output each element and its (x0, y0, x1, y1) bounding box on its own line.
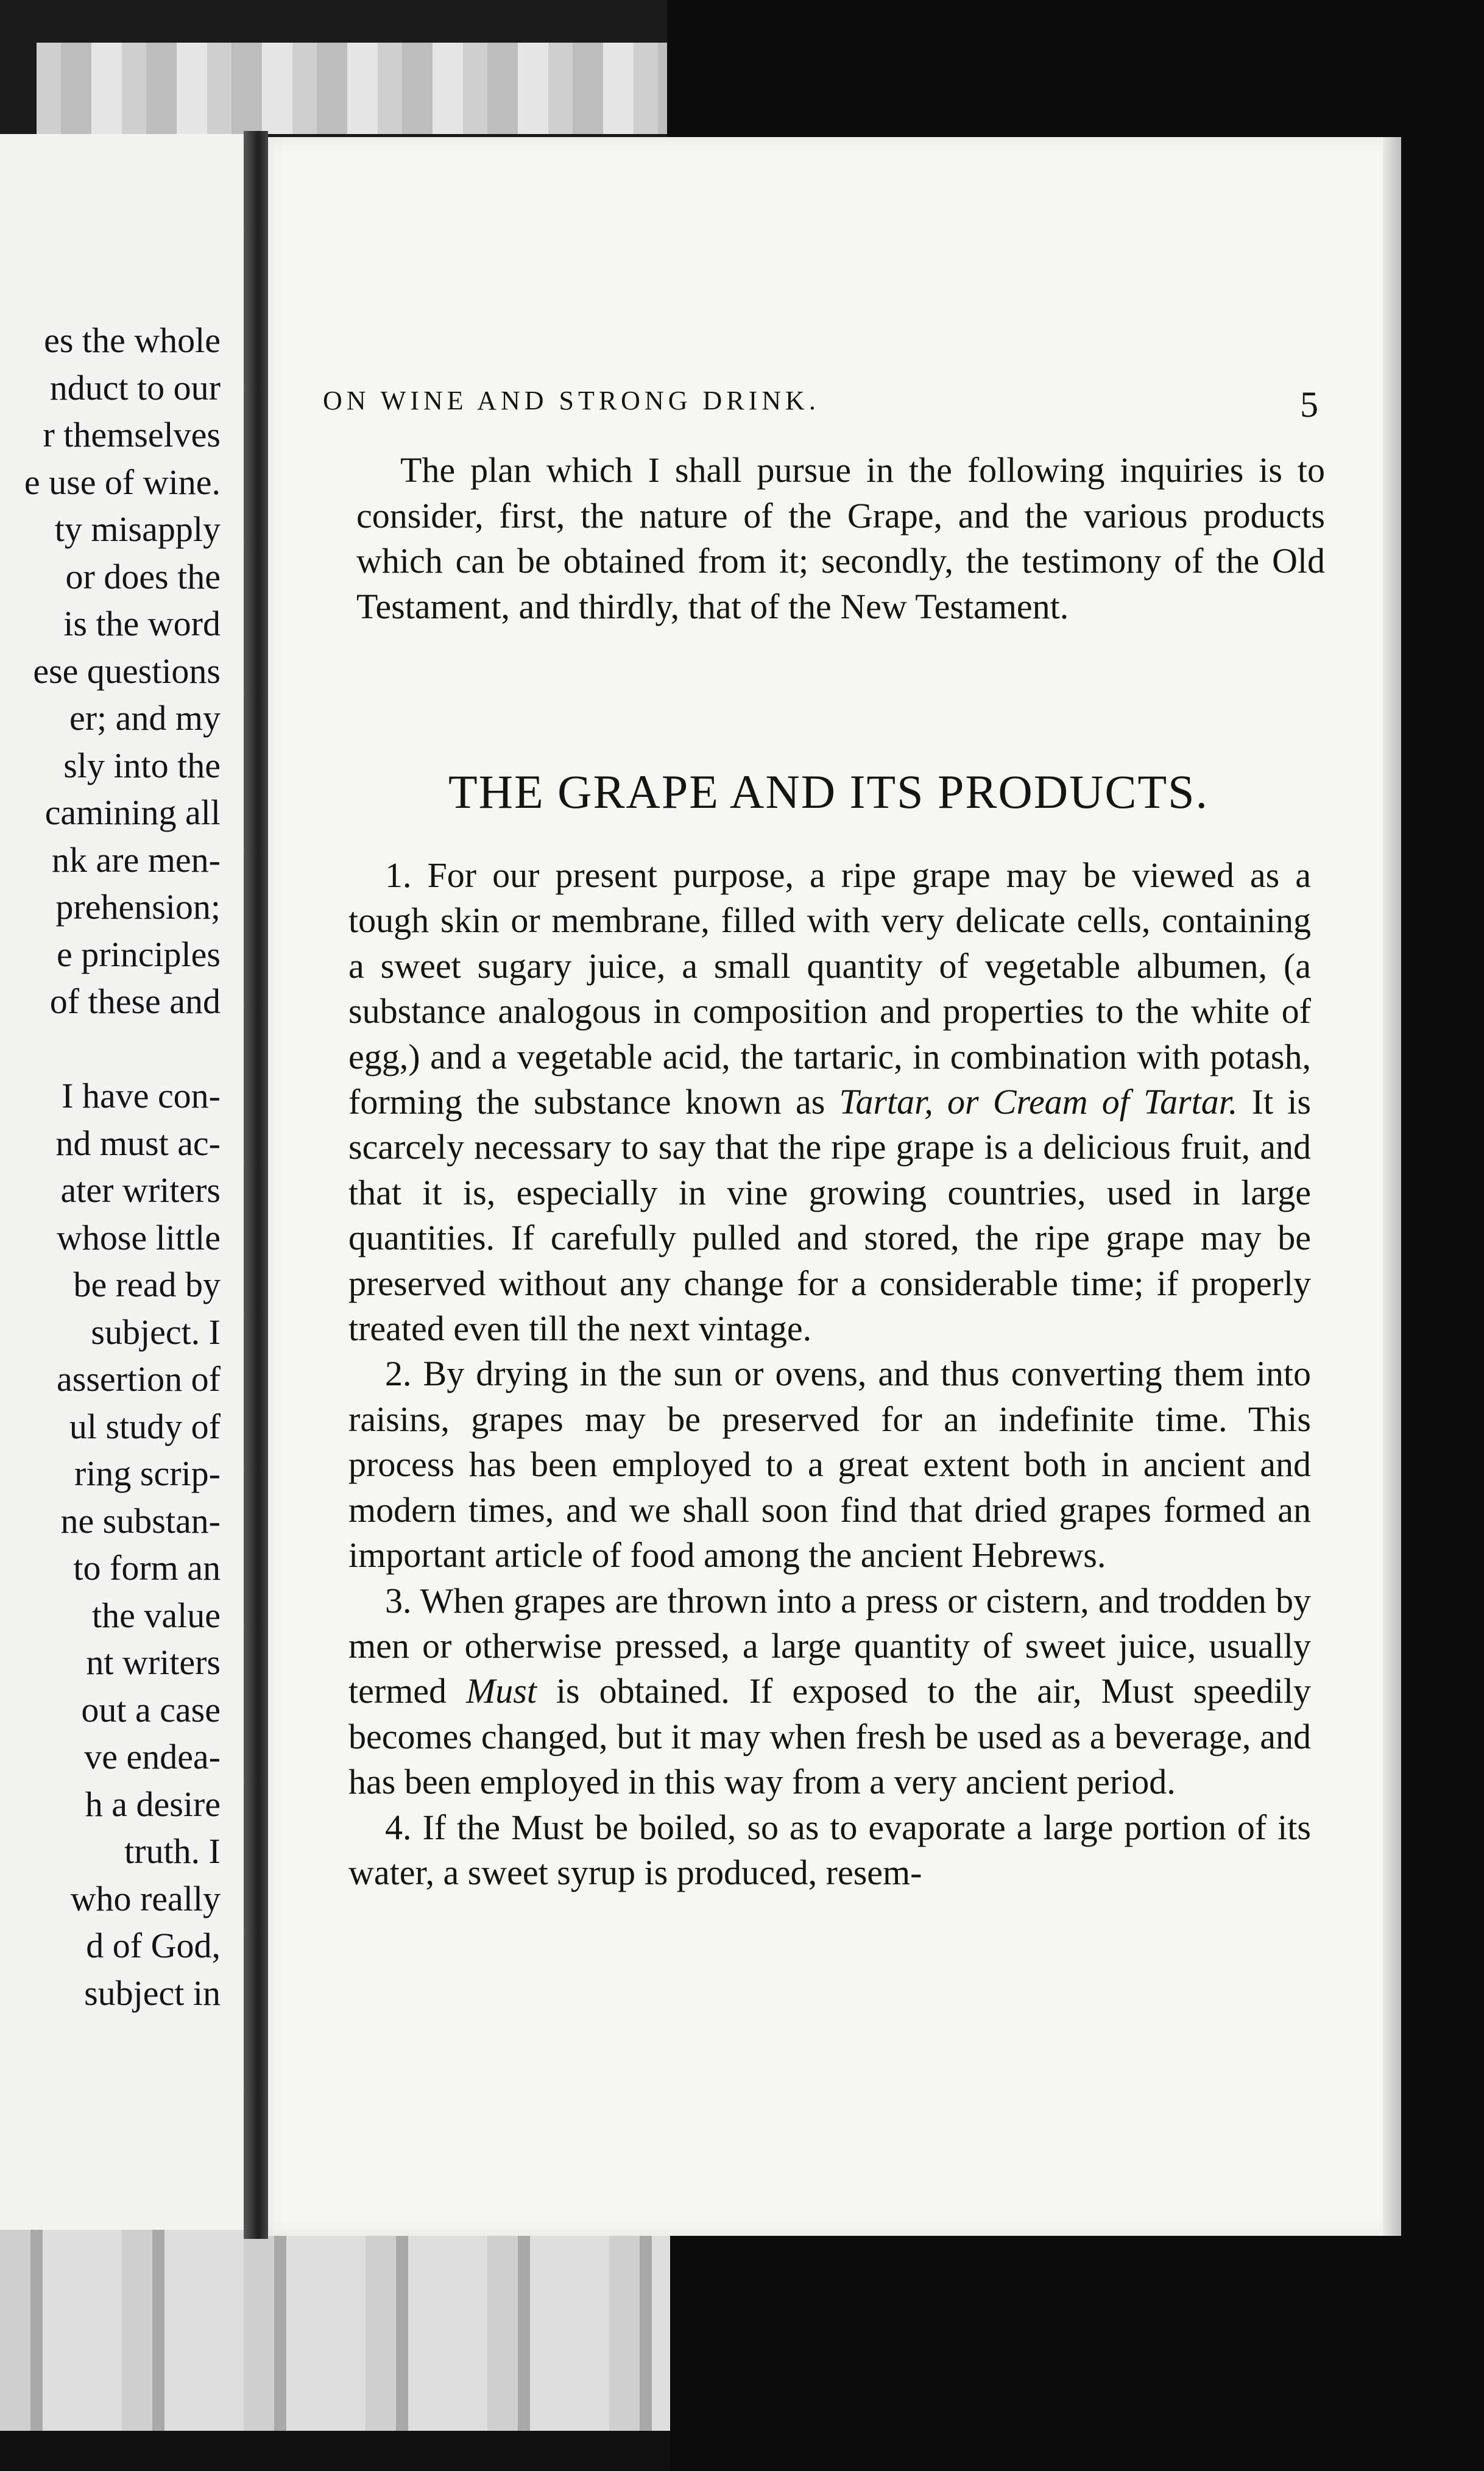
facing-page-line: or does the (65, 556, 221, 596)
facing-page-line: subject. I (91, 1312, 221, 1352)
facing-page-line: nt writers (86, 1642, 221, 1682)
facing-page-line: ne substan- (60, 1501, 221, 1541)
body-text (348, 853, 1311, 1895)
section-title: THE GRAPE AND ITS PRODUCTS. (448, 765, 1209, 818)
facing-page-line: nk are men- (52, 840, 221, 880)
book-gutter (244, 131, 268, 2239)
facing-page-line: of these and (49, 981, 221, 1021)
facing-page-line: who really (70, 1878, 221, 1918)
facing-page-line: e principles (57, 934, 221, 974)
facing-page-line: nduct to our (49, 367, 221, 408)
facing-page-line: es the whole (44, 320, 221, 360)
facing-page-line: whose little (56, 1217, 221, 1257)
facing-page-line: camining all (44, 793, 221, 832)
facing-page-line: ty misapply (54, 509, 221, 549)
facing-page-line: the value (92, 1595, 221, 1635)
page-edge (1383, 137, 1401, 2236)
facing-page-line: e use of wine. (24, 462, 221, 502)
facing-page-line: ese questions (33, 651, 221, 691)
facing-page-line: ring scrip- (74, 1454, 221, 1493)
facing-page-line: I have con- (62, 1076, 221, 1115)
paragraph-1-text: 1. For our present purpose, a ripe grape may be viewed as a tough skin or membrane, filled with very delicate cells, containing a sweet sugary juice, a small quantity of vegetable albumen, (a substance analogous in composition and properties to the white of egg,) and a vegetable acid, the tartaric, in combination with potash, forming the substance known as (348, 855, 1311, 1122)
facing-page-line: ul study of (69, 1406, 221, 1446)
paragraph-4: 4. If the Must be boiled, so as to evaporate a large portion of its water, a sweet syrup is produced, resem- (348, 1807, 1311, 1892)
facing-page-line: ater writers (60, 1170, 221, 1210)
page-number: 5 (1300, 384, 1318, 425)
facing-page-line: truth. I (124, 1831, 221, 1871)
paragraph-3 (348, 1578, 1311, 1805)
facing-page-line: subject in (84, 1973, 221, 2013)
running-head: ON WINE AND STRONG DRINK. (323, 386, 820, 415)
facing-page-line: h a desire (85, 1784, 221, 1824)
facing-page-line (24, 1025, 221, 1073)
facing-page-line: to form an (73, 1548, 221, 1588)
facing-page-line: prehension; (55, 887, 221, 927)
paragraph-1 (348, 853, 1311, 1351)
paragraph-3-text: 3. When grapes are thrown into a press or cistern, and trodden by men or otherwise pressed, a large quantity of sweet juice, usually termed (348, 1580, 1311, 1711)
paragraph-1-text-cont: It is scarcely necessary to say that the ripe grape is a delicious fruit, and that it is, especially in vine growing countries, used in large quantities. If carefully pulled and stored, the ripe grape may be preserved without any change for a considerable time; if properly treated even till the next vintage. (348, 1082, 1311, 1349)
facing-page-line: is the word (63, 604, 221, 643)
facing-page-line: ve endea- (84, 1737, 221, 1776)
facing-page-line: er; and my (69, 698, 221, 738)
facing-page-line: assertion of (57, 1359, 221, 1399)
facing-page (0, 134, 247, 2230)
facing-page-line: r themselves (43, 415, 221, 454)
facing-page-line: nd must ac- (55, 1123, 221, 1163)
facing-page-line: sly into the (63, 745, 221, 785)
facing-page-line: d of God, (86, 1926, 221, 1965)
intro-paragraph: The plan which I shall pursue in the following inquiries is to consider, first, the nature of the Grape, and the various products which can be obtained from it; secondly, the testimony of the Old Testament, and thirdly, that of the New Testament. (356, 450, 1325, 626)
paragraph-3-italic: Must (465, 1671, 537, 1711)
scan-background-strip (37, 43, 667, 134)
facing-page-text (24, 317, 221, 2017)
scan-background-bottom-edge (0, 2431, 670, 2471)
paragraph-3-text-cont: is obtained. If exposed to the air, Must speedily becomes changed, but it may when fresh be used as a beverage, and has been employed in this way from a very ancient period. (348, 1671, 1311, 1802)
facing-page-line: be read by (73, 1265, 221, 1304)
facing-page-line: out a case (81, 1689, 221, 1730)
paragraph-1-italic: Tartar, or Cream of Tartar. (839, 1082, 1238, 1122)
paragraph-2: 2. By drying in the sun or ovens, and thus converting them into raisins, grapes may be preserved for an indefinite time. This process has been employed to a great extent both in ancient and modern times, and we shall soon find that dried grapes formed an important article of food among the ancient Hebrews. (348, 1354, 1311, 1575)
